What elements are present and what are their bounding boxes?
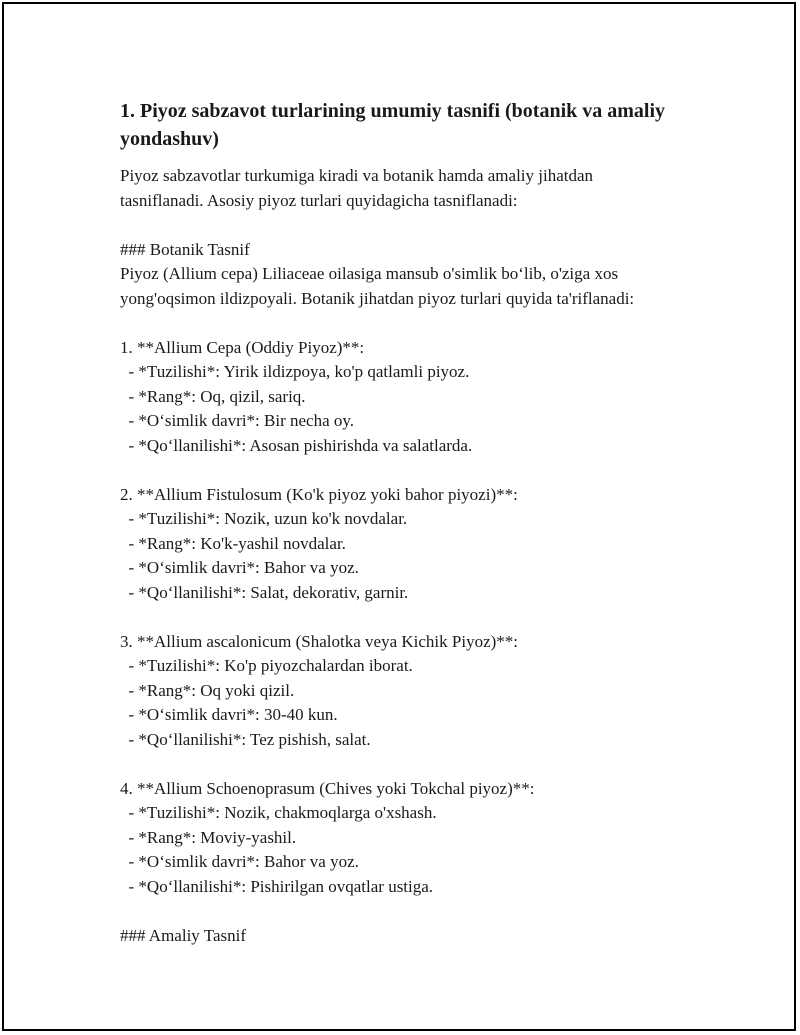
amaliy-heading: ### Amaliy Tasnif [120, 925, 246, 945]
type-block-4 [120, 777, 720, 900]
type-item-text: - *Rang*: Oq, qizil, sariq. [128, 386, 306, 406]
type-item [120, 556, 720, 581]
type-header: 4. **Allium Schoenoprasum (Chives yoki Tokchal piyoz)**: [120, 778, 535, 798]
type-item-text: - *Tuzilishi*: Yirik ildizpoya, ko'p qatlamli piyoz. [128, 362, 470, 381]
type-item-text: - *O‘simlik davri*: Bahor va yoz. [128, 558, 359, 577]
type-header: 1. **Allium Cepa (Oddiy Piyoz)**: [120, 337, 365, 357]
type-item-text: - *Qo‘llanilishi*: Asosan pishirishda va salatlarda. [128, 435, 473, 455]
type-item [120, 434, 720, 459]
type-item [120, 875, 720, 900]
type-item [120, 360, 720, 385]
type-item [120, 850, 720, 875]
type-item-text: - *O‘simlik davri*: 30-40 kun. [128, 705, 338, 724]
type-item [120, 801, 720, 826]
type-item-text: - *Tuzilishi*: Nozik, chakmoqlarga o'xshash. [128, 803, 437, 822]
type-item [120, 679, 720, 704]
type-item-text: - *Qo‘llanilishi*: Tez pishish, salat. [128, 729, 371, 749]
intro-line: tasniflanadi. Asosiy piyoz turlari quyidagicha tasniflanadi: [120, 190, 518, 210]
type-item-text: - *Tuzilishi*: Nozik, uzun ko'k novdalar. [128, 509, 408, 528]
type-item-text: - *Rang*: Oq yoki qizil. [128, 680, 295, 700]
page-frame [2, 2, 796, 1031]
botanik-section [120, 238, 720, 312]
type-item-text: - *Rang*: Ko'k-yashil novdalar. [128, 533, 346, 553]
type-item-text: - *Rang*: Moviy-yashil. [128, 827, 297, 847]
type-item-text: - *O‘simlik davri*: Bir necha oy. [128, 411, 355, 430]
intro-line: Piyoz sabzavotlar turkumiga kiradi va botanik hamda amaliy jihatdan [120, 166, 594, 185]
botanik-heading: ### Botanik Tasnif [120, 239, 250, 259]
type-item [120, 507, 720, 532]
type-item-text: - *O‘simlik davri*: Bahor va yoz. [128, 852, 359, 871]
type-item [120, 581, 720, 606]
type-block-1 [120, 336, 720, 459]
type-item [120, 703, 720, 728]
type-item [120, 385, 720, 410]
type-block-3 [120, 630, 720, 753]
document-body [120, 96, 720, 948]
type-item [120, 654, 720, 679]
type-block-2 [120, 483, 720, 606]
type-item-text: - *Qo‘llanilishi*: Salat, dekorativ, garnir. [128, 582, 409, 602]
type-item [120, 409, 720, 434]
document-title: 1. Piyoz sabzavot turlarining umumiy tasnifi (botanik va amaliy yondashuv) [120, 100, 666, 150]
type-header: 2. **Allium Fistulosum (Ko'k piyoz yoki bahor piyozi)**: [120, 484, 518, 504]
intro-paragraph [120, 164, 720, 213]
botanik-line: yong'oqsimon ildizpoyali. Botanik jihatdan piyoz turlari quyida ta'riflanadi: [120, 288, 635, 308]
type-item-text: - *Qo‘llanilishi*: Pishirilgan ovqatlar ustiga. [128, 876, 434, 896]
type-item [120, 728, 720, 753]
type-item-text: - *Tuzilishi*: Ko'p piyozchalardan iborat. [128, 656, 413, 675]
type-header: 3. **Allium ascalonicum (Shalotka veya Kichik Piyoz)**: [120, 631, 519, 651]
botanik-line: Piyoz (Allium cepa) Liliaceae oilasiga mansub o'simlik bo‘lib, o'ziga xos [120, 264, 619, 283]
type-item [120, 826, 720, 851]
type-item [120, 532, 720, 557]
